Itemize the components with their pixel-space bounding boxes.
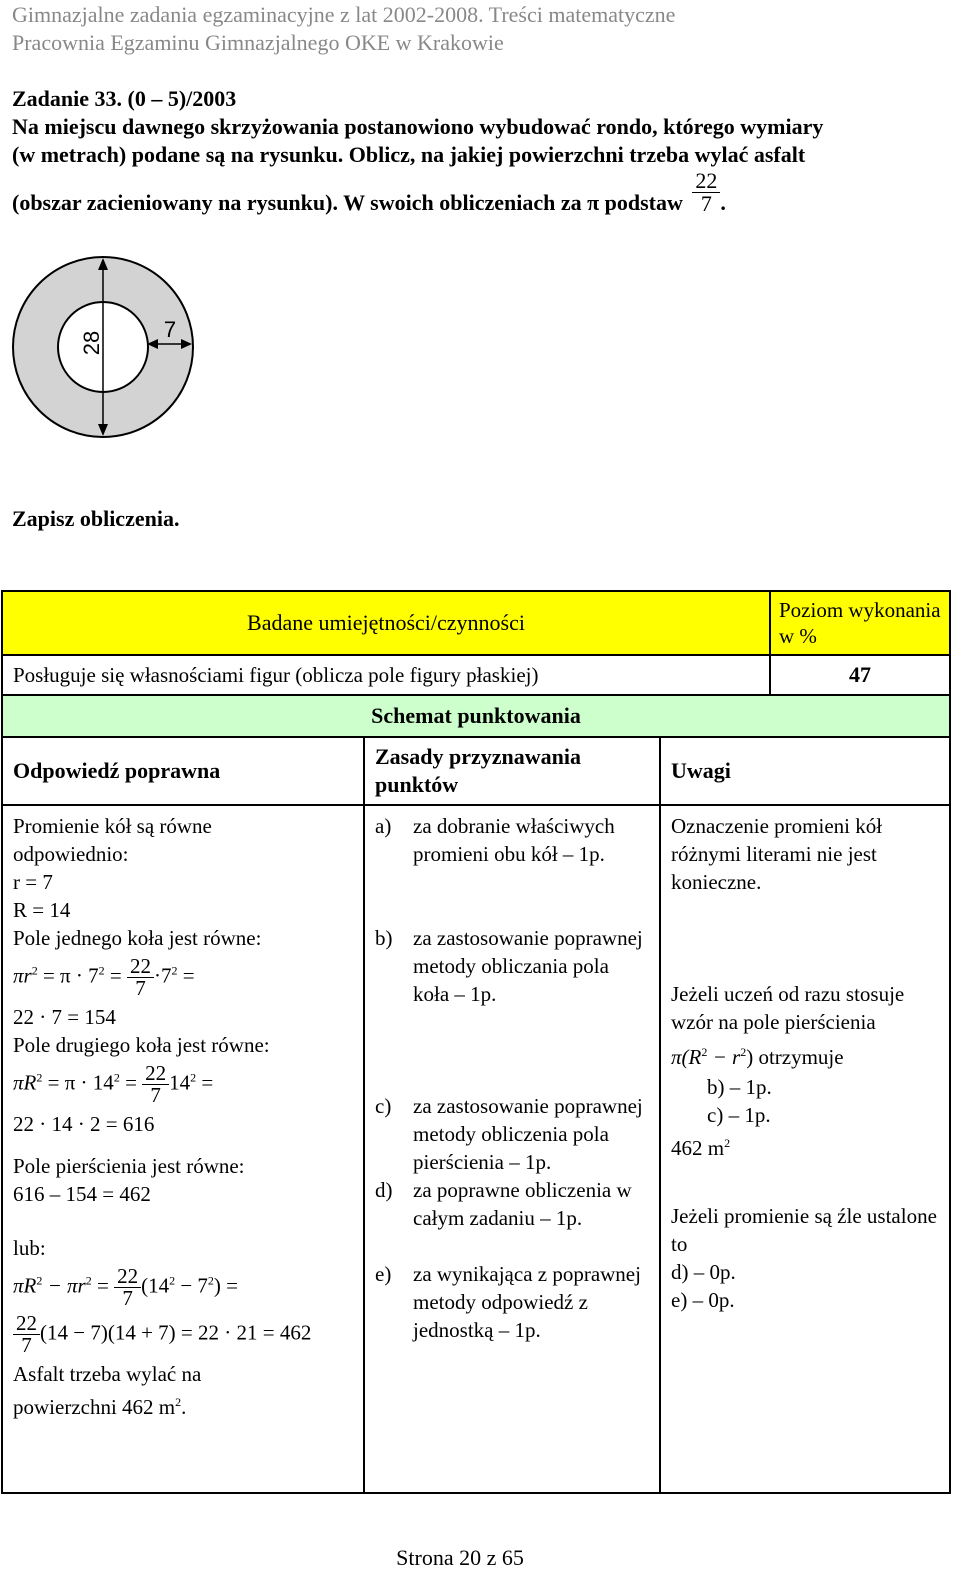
note-3-e: e) – 0p.: [671, 1288, 735, 1312]
formula-3-sup-3: 2: [190, 1070, 197, 1085]
formula-5-part-a: πR: [13, 1273, 37, 1298]
task-line-3-end: .: [720, 189, 726, 215]
skills-header-cell: [2, 591, 770, 655]
formula-5-fraction: [114, 1266, 141, 1309]
skills-table: [1, 590, 951, 696]
formula-ring: [13, 1266, 353, 1309]
rule-b-label: b): [375, 926, 393, 950]
scoring-title: Schemat punktowania: [371, 703, 581, 728]
formula-1-part-d: ·7: [154, 963, 172, 988]
answer-or: lub:: [13, 1236, 46, 1260]
pi-fraction-numerator: 22: [695, 168, 718, 193]
formula-1-part-c: =: [104, 963, 127, 988]
rule-a: [375, 812, 649, 868]
skills-header: Badane umiejętności/czynności: [247, 610, 525, 635]
task-title: Zadanie 33. (0 – 5)/2003: [12, 86, 237, 111]
rule-c: [375, 1092, 649, 1176]
formula-3-num: 22: [145, 1061, 167, 1085]
note-formula-tail: otrzymuje: [753, 1045, 844, 1069]
level-cell: [770, 655, 950, 695]
col-rules-header: Zasady przyznawania punktów: [375, 744, 581, 797]
pi-approximation-fraction: [692, 170, 720, 215]
formula-3-part-c: =: [119, 1070, 143, 1095]
note-2-result-sup: 2: [724, 1136, 731, 1150]
rule-b: [375, 924, 649, 1008]
task-line-3-text: (obszar zacieniowany na rysunku). W swoich obliczeniach za π podstaw: [12, 189, 683, 215]
formula-1-part-b: = π · 7: [37, 963, 99, 988]
note-3-d: d) – 0p.: [671, 1260, 736, 1284]
col-answer-header: Odpowiedź poprawna: [13, 758, 221, 783]
note-2-result: [671, 1129, 939, 1162]
formula-1-den: 7: [127, 977, 154, 999]
formula-1-num: 22: [130, 954, 151, 978]
note-formula-r: − r: [707, 1045, 741, 1069]
formula-small-circle-result: 22 · 7 = 154: [13, 1005, 116, 1029]
col-notes-header-cell: [660, 737, 950, 805]
formula-5-part-b: − πr: [42, 1273, 86, 1298]
note-formula-sup-1: 2: [701, 1045, 708, 1059]
pi-fraction-denominator: 7: [692, 192, 720, 215]
formula-5-sup-4: 2: [207, 1273, 214, 1288]
skill-cell: [2, 655, 770, 695]
formula-1-part-e: =: [177, 963, 195, 988]
formula-1-fraction: [127, 956, 154, 999]
formula-3-part-d: 14: [169, 1070, 191, 1095]
answer-text-6: Pole drugiego koła jest równe:: [13, 1033, 270, 1057]
formula-3-sup-2: 2: [113, 1070, 120, 1085]
skill-description: Posługuje się własnościami figur (oblicza pole figury płaskiej): [13, 662, 539, 687]
note-formula-close: ): [746, 1045, 754, 1069]
task-line-3: [12, 170, 726, 215]
formula-6-num: 22: [16, 1311, 37, 1335]
doc-header-subtitle: Pracownia Egzaminu Gimnazjalnego OKE w Krakowie: [12, 30, 504, 55]
note-3: Jeżeli promienie są źle ustalone to: [671, 1204, 937, 1256]
task-line-1: Na miejscu dawnego skrzyżowania postanowiono wybudować rondo, którego wymiary: [12, 114, 824, 139]
notes-cell: [660, 805, 950, 1493]
rules-cell: [364, 805, 660, 1493]
rule-d-text: za poprawne obliczenia w całym zadaniu – 1p.: [413, 1178, 632, 1230]
col-notes-header: Uwagi: [671, 758, 731, 783]
formula-6-den: 7: [13, 1334, 40, 1356]
level-value: 47: [849, 662, 871, 687]
rule-a-text: za dobranie właściwych promieni obu kół – 1p.: [413, 814, 615, 866]
col-answer-header-cell: [2, 737, 364, 805]
formula-1-part-a: πr: [13, 963, 32, 988]
answer-final-sup: 2: [175, 1395, 182, 1409]
answer-final-text: powierzchni 462 m: [13, 1395, 176, 1419]
formula-1-sup-3: 2: [171, 963, 178, 978]
scoring-table: [1, 694, 951, 1494]
formula-5-part-e: − 7: [175, 1273, 208, 1298]
answer-final-dot: .: [181, 1395, 187, 1419]
formula-5-num: 22: [117, 1264, 139, 1288]
formula-3-sup-1: 2: [36, 1070, 43, 1085]
doc-header-title: Gimnazjalne zadania egzaminacyjne z lat 2002-2008. Treści matematyczne: [12, 2, 676, 27]
roundabout-figure: [8, 252, 198, 442]
note-2-b: b) – 1p.: [707, 1075, 772, 1099]
note-formula-R: (R: [681, 1045, 702, 1069]
note-formula-sup-2: 2: [740, 1045, 747, 1059]
answer-ring-result: 616 – 154 = 462: [13, 1182, 151, 1206]
write-prompt: Zapisz obliczenia.: [12, 506, 180, 531]
note-2-c: c) – 1p.: [707, 1103, 771, 1127]
rule-e: [375, 1260, 649, 1344]
formula-ring-result: [13, 1313, 353, 1356]
formula-3-part-e: =: [196, 1070, 214, 1095]
col-rules-header-cell: [364, 737, 660, 805]
formula-3-fraction: [142, 1063, 169, 1106]
answer-text-5: Pole jednego koła jest równe:: [13, 926, 262, 950]
formula-5-part-f: ) =: [213, 1273, 239, 1298]
formula-large-circle: [13, 1063, 353, 1106]
level-header-cell: [770, 591, 950, 655]
formula-1-sup-1: 2: [31, 963, 38, 978]
rule-b-text: za zastosowanie poprawnej metody obliczania pola koła – 1p.: [413, 926, 643, 1006]
formula-6-fraction: [13, 1313, 40, 1356]
formula-3-part-a: πR: [13, 1070, 37, 1095]
scoring-title-cell: [2, 695, 950, 737]
answer-R: R = 14: [13, 898, 71, 922]
rule-d-label: d): [375, 1178, 393, 1202]
answer-text-7: Pole pierścienia jest równe:: [13, 1154, 245, 1178]
formula-5-sup-2: 2: [85, 1273, 92, 1288]
answer-r: r = 7: [13, 870, 53, 894]
rule-d: [375, 1176, 649, 1232]
formula-large-circle-result: 22 · 14 · 2 = 616: [13, 1112, 155, 1136]
formula-3-part-b: = π · 14: [42, 1070, 114, 1095]
task-line-2: (w metrach) podane są na rysunku. Oblicz, na jakiej powierzchni trzeba wylać asfalt: [12, 142, 806, 167]
note-1: Oznaczenie promieni kół różnymi literami nie jest konieczne.: [671, 814, 883, 894]
note-2-result-text: 462 m: [671, 1136, 725, 1160]
rule-c-text: za zastosowanie poprawnej metody obliczenia pola pierścienia – 1p.: [413, 1094, 643, 1174]
width-label: 7: [163, 317, 177, 342]
answer-text-1: Promienie kół są równe: [13, 814, 212, 838]
rule-e-label: e): [375, 1262, 392, 1286]
formula-3-den: 7: [142, 1084, 169, 1106]
formula-5-sup-1: 2: [36, 1273, 43, 1288]
answer-cell: [2, 805, 364, 1493]
answer-text-2: odpowiednio:: [13, 842, 129, 866]
formula-5-den: 7: [114, 1287, 141, 1309]
level-header: Poziom wykonania w %: [779, 598, 941, 648]
formula-1-sup-2: 2: [98, 963, 105, 978]
note-2-formula: [671, 1038, 939, 1071]
note-2: Jeżeli uczeń od razu stosuje wzór na pole pierścienia: [671, 982, 905, 1034]
formula-5-sup-3: 2: [169, 1273, 176, 1288]
formula-6-part-a: (14 − 7)(14 + 7) = 22 · 21 = 462: [40, 1320, 312, 1345]
answer-final: [13, 1388, 353, 1421]
formula-5-part-c: =: [91, 1273, 115, 1298]
diameter-label: 28: [79, 330, 104, 356]
formula-5-part-d: (14: [141, 1273, 170, 1298]
rule-c-label: c): [375, 1094, 392, 1118]
page-number: Strona 20 z 65: [396, 1545, 524, 1570]
formula-small-circle: [13, 956, 353, 999]
answer-text-10: Asfalt trzeba wylać na: [13, 1362, 202, 1386]
rule-e-text: za wynikająca z poprawnej metody odpowiedź z jednostką – 1p.: [413, 1262, 641, 1342]
note-formula-pi: π: [671, 1045, 682, 1069]
rule-a-label: a): [375, 814, 392, 838]
